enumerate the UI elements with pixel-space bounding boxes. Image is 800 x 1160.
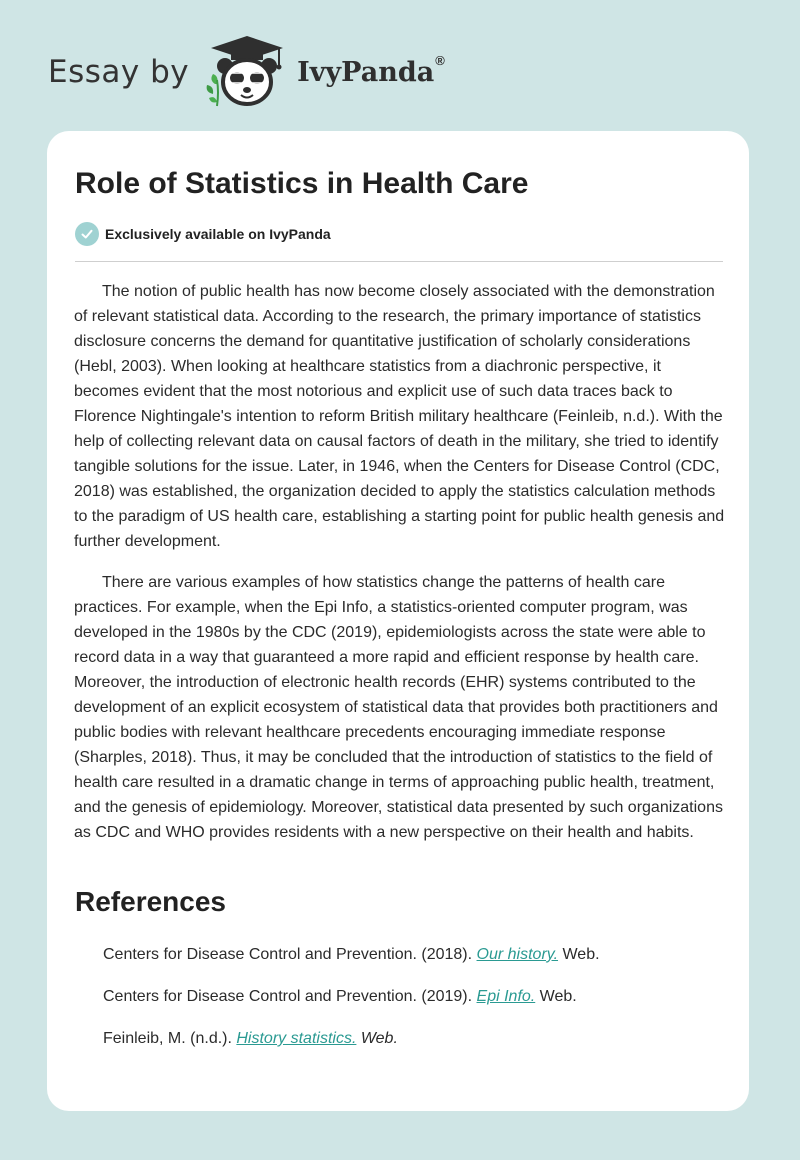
brand-name[interactable] — [297, 52, 445, 88]
reference-link[interactable]: Epi Info. — [476, 988, 536, 1005]
references-heading: References — [75, 886, 226, 917]
check-icon — [75, 222, 99, 246]
reference-suffix: Web. — [535, 988, 577, 1005]
brand-text: IvyPanda — [297, 56, 435, 88]
panda-graduate-icon[interactable] — [201, 32, 293, 112]
reference-text: Centers for Disease Control and Prevention. (2019). — [103, 988, 477, 1005]
reference-link[interactable]: Our history. — [476, 946, 559, 963]
reference-item — [103, 946, 600, 964]
reference-item — [103, 1030, 398, 1048]
reference-suffix: Web. — [356, 1030, 398, 1047]
registered-mark: ® — [435, 52, 445, 68]
essay-by-label: Essay by — [48, 54, 190, 90]
exclusive-badge — [75, 222, 331, 246]
reference-text: Feinleib, M. (n.d.). — [103, 1030, 237, 1047]
reference-suffix: Web. — [558, 946, 600, 963]
badge-label: Exclusively available on IvyPanda — [105, 226, 331, 242]
paragraph: The notion of public health has now become closely associated with the demonstration of relevant statistical data. According to the research, the primary importance of statistics disclosure concerns the demand for quantitative justification of scholarly considerations (Hebl, 2003). When looking at healthcare statistics from a diachronic perspective, it becomes evident that the most notorious and explicit use of such data traces back to Florence Nightingale's intention to reform British military healthcare (Feinleib, n.d.). With the help of collecting relevant data on causal factors of death in the military, she tried to identify tangible solutions for the issue. Later, in 1946, when the Centers for Disease Control (CDC, 2018) was established, the organization decided to apply the statistics calculation methods to the paradigm of US health care, establishing a starting point for public health genesis and further development. — [74, 283, 725, 550]
reference-text: Centers for Disease Control and Prevention. (2018). — [103, 946, 477, 963]
reference-item — [103, 988, 577, 1006]
reference-link[interactable]: History statistics. — [236, 1030, 357, 1047]
paragraph: There are various examples of how statistics change the patterns of health care practices. For example, when the Epi Info, a statistics-oriented computer program, was developed in the 1980s by the CDC (2019), epidemiologists across the state were able to record data in a way that guaranteed a more rapid and efficient response by health care. Moreover, the introduction of electronic health records (EHR) systems contributed to the development of an explicit ecosystem of statistical data that provides both practitioners and public bodies with relevant healthcare precedents encouraging immediate response (Sharples, 2018). Thus, it may be concluded that the introduction of statistics to the field of health care resulted in a dramatic change in terms of approaching public health, treatment, and the genesis of epidemiology. Moreover, statistical data presented by such organizations as CDC and WHO provides residents with a new perspective on their health and habits. — [74, 574, 723, 841]
page-title: Role of Statistics in Health Care — [75, 167, 529, 200]
divider — [75, 261, 723, 262]
essay-card — [47, 131, 749, 1111]
essay-body — [74, 279, 728, 861]
site-header — [48, 32, 445, 112]
